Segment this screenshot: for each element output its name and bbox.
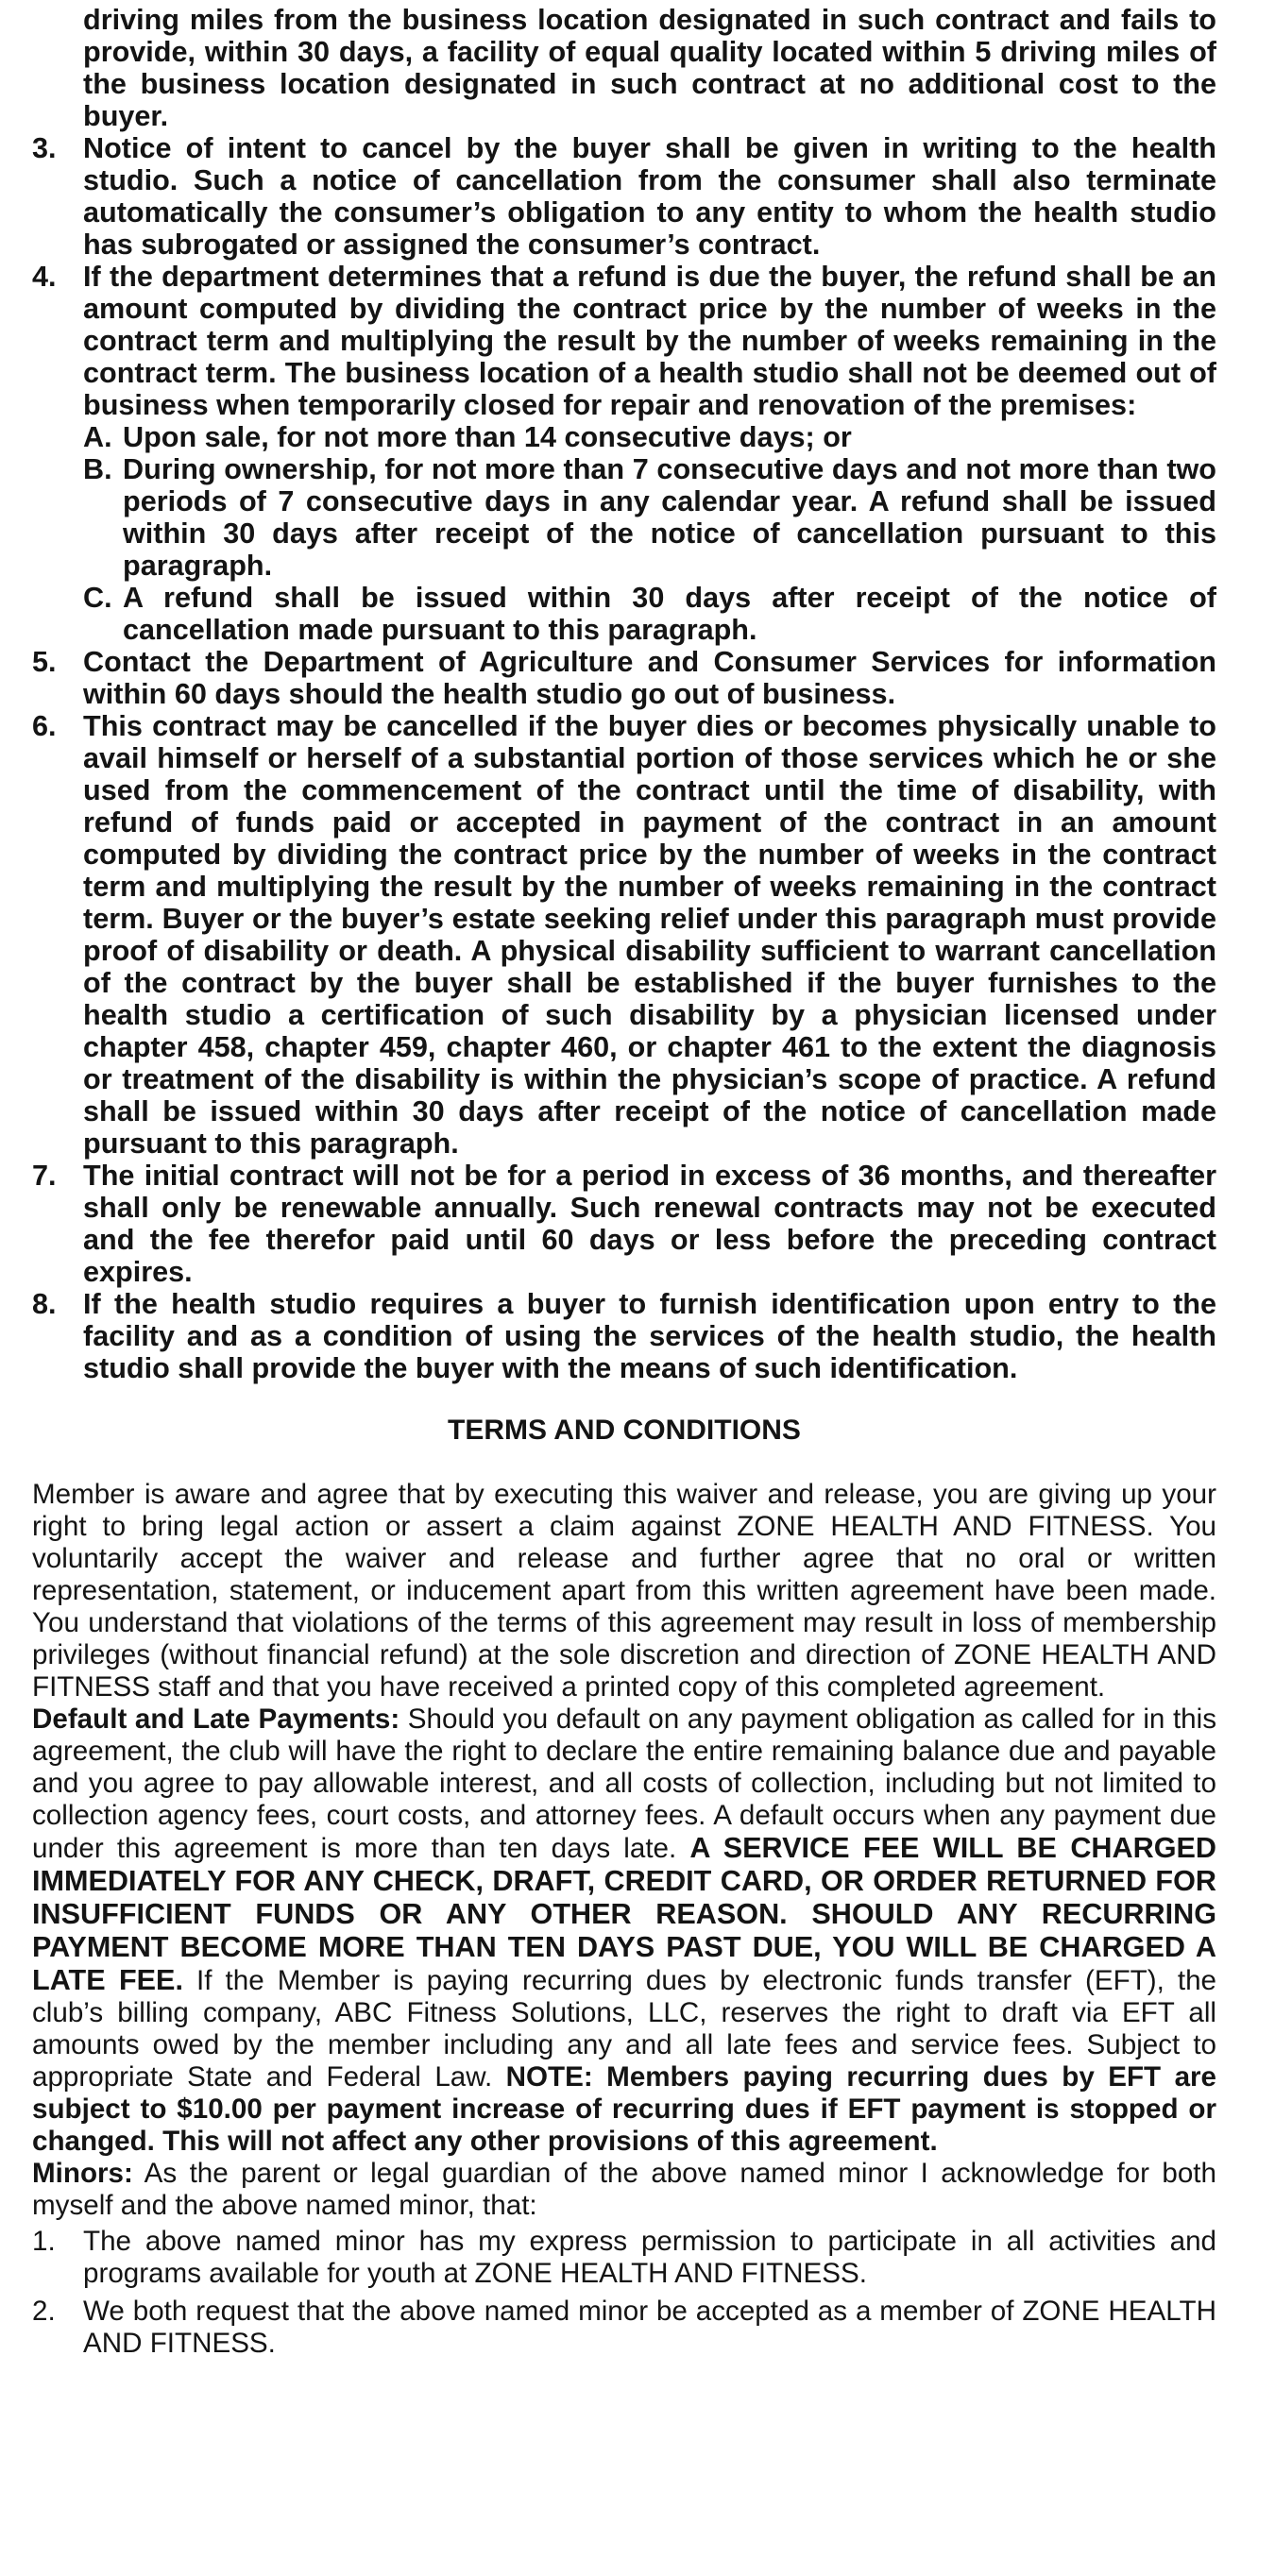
item-text: This contract may be cancelled if the buyer dies or becomes physically unable to avail himself or herself of a substantial portion of those services which he or she used from the commencement of the contract until the time of disability, with refund of funds paid or accepted in payment of the contract in an amount computed by dividing the contract price by the number of weeks in the contract term and multiplying the result by the number of weeks remaining in the contract term. Buyer or the buyer’s estate seeking relief under this paragraph must provide proof of disability or death. A physical disability sufficient to warrant cancellation of the contract by the buyer shall be established if the buyer furnishes to the health studio a certification of such disability by a physician licensed under chapter 458, chapter 459, chapter 460, or chapter 461 to the extent the diagnosis or treatment of the disability is within the physician’s scope of practice. A refund shall be issued within 30 days after receipt of the notice of cancellation made pursuant to this paragraph. bbox=[83, 710, 1216, 1160]
item-2-continuation: driving miles from the business location designated in such contract and fails to provide, within 30 days, a facility of equal quality located within 5 driving miles of the business location designated in such contract at no additional cost to the buyer. bbox=[83, 4, 1216, 132]
sub-item-letter: A. bbox=[83, 421, 112, 453]
item-number: 4. bbox=[32, 261, 57, 293]
item-text: If the health studio requires a buyer to furnish identification upon entry to the facility and as a condition of using the services of the health studio, the health studio shall provide the buyer with the means of such identification. bbox=[83, 1288, 1216, 1384]
item-number: 3. bbox=[32, 132, 57, 164]
default-payments-text: Should you default on any payment obligation as called for in this agreement, the club will have the right to declare the entire remaining balance due and payable and you agree to pay allowable interest, and all costs of collection, including but not limited to collection agency fees, court costs, and attorney fees. A default occurs when any payment due under this agreement is more than ten days late. bbox=[32, 1703, 1216, 1864]
service-fee-notice: A SERVICE FEE WILL BE CHARGED IMMEDIATELY FOR ANY CHECK, DRAFT, CREDIT CARD, OR ORDER RETURNED FOR INSUFFICIENT FUNDS OR ANY OTHER REASON. SHOULD ANY RECURRING PAYMENT BECOME MORE THAN TEN DAYS PAST DUE, YOU WILL BE CHARGED A LATE FEE. bbox=[32, 1832, 1216, 1996]
numbered-item-5 bbox=[32, 646, 1216, 710]
item-number: 1. bbox=[32, 2226, 56, 2257]
sub-item-a bbox=[32, 421, 1216, 453]
eft-text: If the Member is paying recurring dues by electronic funds transfer (EFT), the club’s billing company, ABC Fitness Solutions, LLC, reserves the right to draft via EFT all amounts owed by the member including any and all late fees and service fees. Subject to appropriate State and Federal Law. bbox=[32, 1965, 1217, 2093]
cancellation-rights-section bbox=[32, 4, 1216, 1384]
sub-item-c bbox=[32, 582, 1216, 646]
minors-paragraph bbox=[32, 2158, 1216, 2222]
list-item bbox=[32, 2226, 1216, 2290]
list-item bbox=[32, 2296, 1216, 2360]
item-text: The above named minor has my express permission to participate in all activities and programs available for youth at ZONE HEALTH AND FITNESS. bbox=[83, 2226, 1216, 2289]
sub-item-b bbox=[32, 453, 1216, 582]
default-payments-paragraph bbox=[32, 1703, 1216, 2158]
item-number: 5. bbox=[32, 646, 57, 678]
numbered-item-3 bbox=[32, 132, 1216, 261]
item-text: We both request that the above named minor be accepted as a member of ZONE HEALTH AND FITNESS. bbox=[83, 2296, 1216, 2359]
terms-intro-paragraph: Member is aware and agree that by executing this waiver and release, you are giving up your right to bring legal action or assert a claim against ZONE HEALTH AND FITNESS. You voluntarily accept the waiver and release and further agree that no oral or written representation, statement, or inducement apart from this written agreement have been made. You understand that violations of the terms of this agreement may result in loss of membership privileges (without financial refund) at the sole discretion and direction of ZONE HEALTH AND FITNESS staff and that you have received a printed copy of this completed agreement. bbox=[32, 1479, 1216, 1703]
numbered-item-4 bbox=[32, 261, 1216, 421]
minors-text: As the parent or legal guardian of the above named minor I acknowledge for both myself and the above named minor, that: bbox=[32, 2158, 1216, 2221]
sub-item-text: A refund shall be issued within 30 days after receipt of the notice of cancellation made pursuant to this paragraph. bbox=[123, 582, 1216, 646]
item-text: Contact the Department of Agriculture and Consumer Services for information within 60 days should the health studio go out of business. bbox=[83, 646, 1216, 710]
item-number: 2. bbox=[32, 2296, 56, 2327]
sub-item-text: Upon sale, for not more than 14 consecutive days; or bbox=[123, 421, 852, 453]
terms-section bbox=[32, 1479, 1216, 2360]
sub-item-text: During ownership, for not more than 7 consecutive days and not more than two periods of 7 consecutive days in any calendar year. A refund shall be issued within 30 days after receipt of the notice of cancellation pursuant to this paragraph. bbox=[123, 453, 1216, 582]
item-text: If the department determines that a refund is due the buyer, the refund shall be an amount computed by dividing the contract price by the number of weeks in the contract term and multiplying the result by the number of weeks remaining in the contract term. The business location of a health studio shall not be deemed out of business when temporarily closed for repair and renovation of the premises: bbox=[83, 261, 1216, 421]
default-payments-label: Default and Late Payments: bbox=[32, 1703, 400, 1735]
item-number: 6. bbox=[32, 710, 57, 742]
numbered-item-7 bbox=[32, 1160, 1216, 1288]
item-text: Notice of intent to cancel by the buyer shall be given in writing to the health studio. Such a notice of cancellation from the consumer shall also terminate automatically the consumer’s obligation to any entity to whom the health studio has subrogated or assigned the consumer’s contract. bbox=[83, 132, 1216, 261]
sub-item-letter: C. bbox=[83, 582, 112, 614]
eft-note: NOTE: Members paying recurring dues by EFT are subject to $10.00 per payment increase of recurring dues if EFT payment is stopped or changed. This will not affect any other provisions of this agreement. bbox=[32, 2061, 1217, 2157]
terms-heading: TERMS AND CONDITIONS bbox=[448, 1415, 801, 1446]
item-text: The initial contract will not be for a period in excess of 36 months, and thereafter shall only be renewable annually. Such renewal contracts may not be executed and the fee therefor paid until 60 days or less before the preceding contract expires. bbox=[83, 1160, 1216, 1288]
sub-item-letter: B. bbox=[83, 453, 112, 485]
item-number: 7. bbox=[32, 1160, 57, 1192]
minors-label: Minors: bbox=[32, 2158, 133, 2189]
item-number: 8. bbox=[32, 1288, 57, 1320]
numbered-item-8 bbox=[32, 1288, 1216, 1384]
numbered-item-6 bbox=[32, 710, 1216, 1160]
minors-list bbox=[32, 2226, 1216, 2360]
